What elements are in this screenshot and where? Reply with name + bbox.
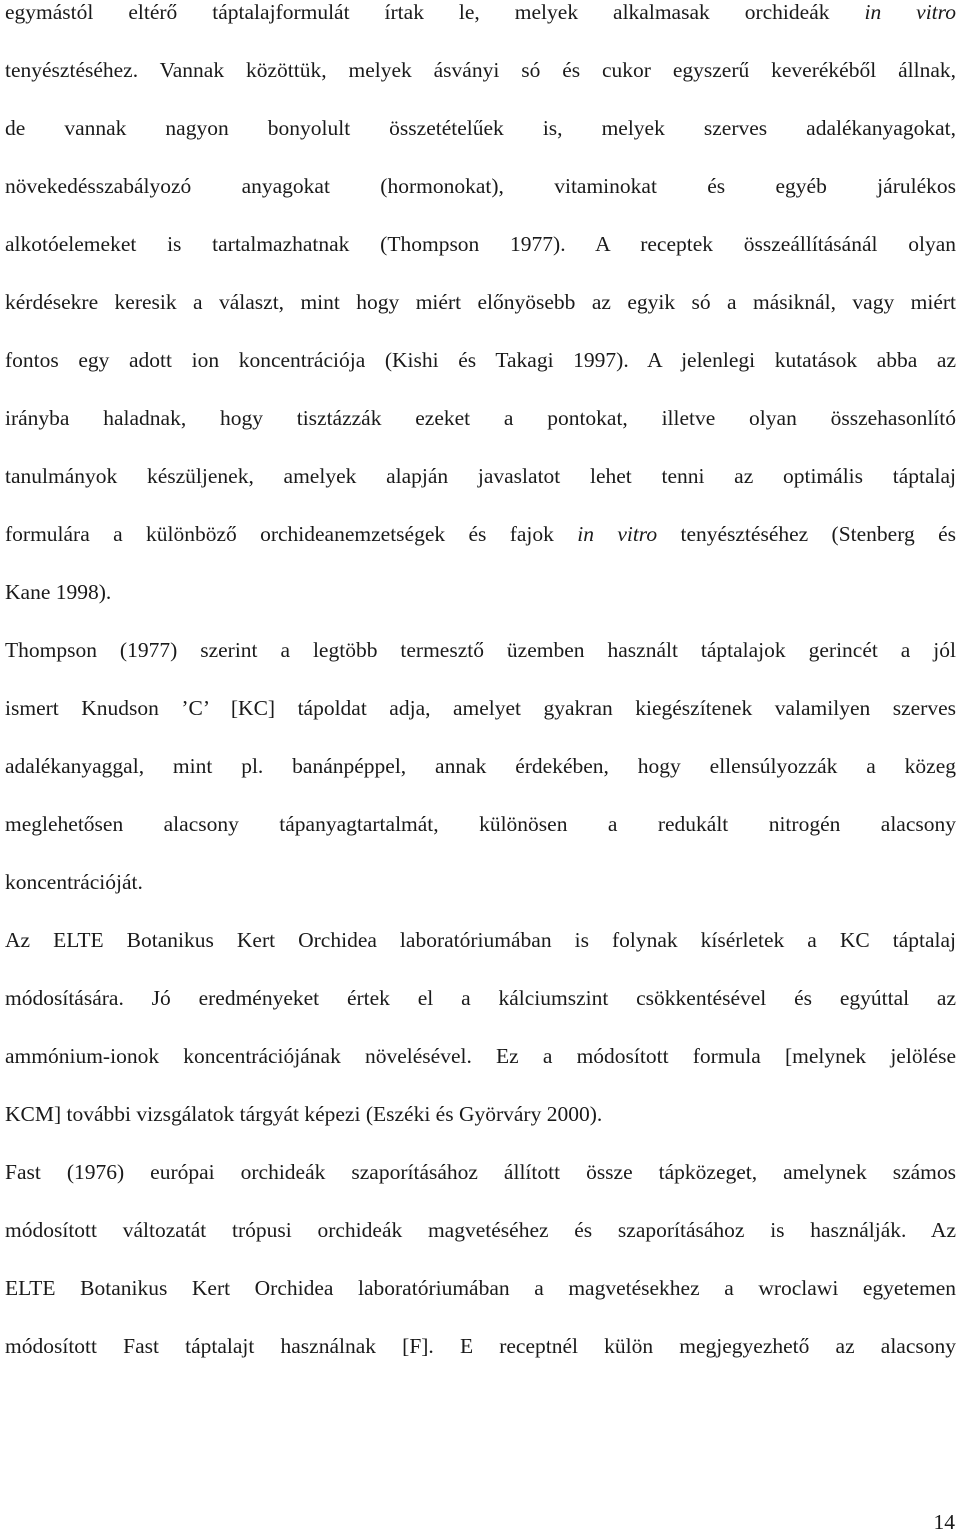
text-line: Thompson (1977) szerint a legtöbb termesztő üzemben használt táptalajok gerincét a jól <box>5 638 956 662</box>
text-line: ismert Knudson ’C’ [KC] tápoldat adja, amelyet gyakran kiegészítenek valamilyen szerves <box>5 696 956 720</box>
page-number: 14 <box>933 1510 955 1534</box>
text-line: meglehetősen alacsony tápanyagtartalmát, különösen a redukált nitrogén alacsony <box>5 812 956 836</box>
text-line: formulára a különböző orchideanemzetségek és fajok in vitro tenyésztéséhez (Stenberg és <box>5 522 956 546</box>
text-line: tenyésztéséhez. Vannak közöttük, melyek ásványi só és cukor egyszerű keverékéből állnak, <box>5 58 956 82</box>
text-line: Kane 1998). <box>5 580 112 604</box>
text-line: módosítására. Jó eredményeket értek el a kálciumszint csökkentésével és egyúttal az <box>5 986 956 1010</box>
text-line: ammónium-ionok koncentrációjának növelésével. Ez a módosított formula [melynek jelölése <box>5 1044 956 1068</box>
text-line: módosított Fast táptalajt használnak [F]. E receptnél külön megjegyezhető az alacsony <box>5 1334 956 1358</box>
text-line: ELTE Botanikus Kert Orchidea laboratóriumában a magvetésekhez a wroclawi egyetemen <box>5 1276 956 1300</box>
text-line: növekedésszabályozó anyagokat (hormonokat), vitaminokat és egyéb járulékos <box>5 174 956 198</box>
paragraph-4 <box>5 1143 956 1375</box>
text-line: Az ELTE Botanikus Kert Orchidea laboratóriumában is folynak kísérletek a KC táptalaj <box>5 928 956 952</box>
text-line: alkotóelemeket is tartalmazhatnak (Thompson 1977). A receptek összeállításánál olyan <box>5 232 956 256</box>
text-line: de vannak nagyon bonyolult összetételűek is, melyek szerves adalékanyagokat, <box>5 116 956 140</box>
text-line: adalékanyaggal, mint pl. banánpéppel, annak érdekében, hogy ellensúlyozzák a közeg <box>5 754 956 778</box>
text-line: egymástól eltérő táptalajformulát írtak le, melyek alkalmasak orchideák in vitro <box>5 0 956 24</box>
text-line: tanulmányok készüljenek, amelyek alapján javaslatot lehet tenni az optimális táptalaj <box>5 464 956 488</box>
text-line: KCM] további vizsgálatok tárgyát képezi (Eszéki és Györváry 2000). <box>5 1102 603 1126</box>
text-line: irányba haladnak, hogy tisztázzák ezeket a pontokat, illetve olyan összehasonlító <box>5 406 956 430</box>
paragraph-1 <box>5 0 956 621</box>
paragraph-2 <box>5 621 956 911</box>
text-line: koncentrációját. <box>5 870 143 894</box>
text-line: módosított változatát trópusi orchideák magvetéséhez és szaporításához is használják. Az <box>5 1218 956 1242</box>
document-page <box>5 0 956 1375</box>
text-line: kérdésekre keresik a választ, mint hogy miért előnyösebb az egyik só a másiknál, vagy miért <box>5 290 956 314</box>
paragraph-3 <box>5 911 956 1143</box>
text-line: fontos egy adott ion koncentrációja (Kishi és Takagi 1997). A jelenlegi kutatások abba az <box>5 348 956 372</box>
text-line: Fast (1976) európai orchideák szaporításához állított össze tápközeget, amelynek számos <box>5 1160 956 1184</box>
